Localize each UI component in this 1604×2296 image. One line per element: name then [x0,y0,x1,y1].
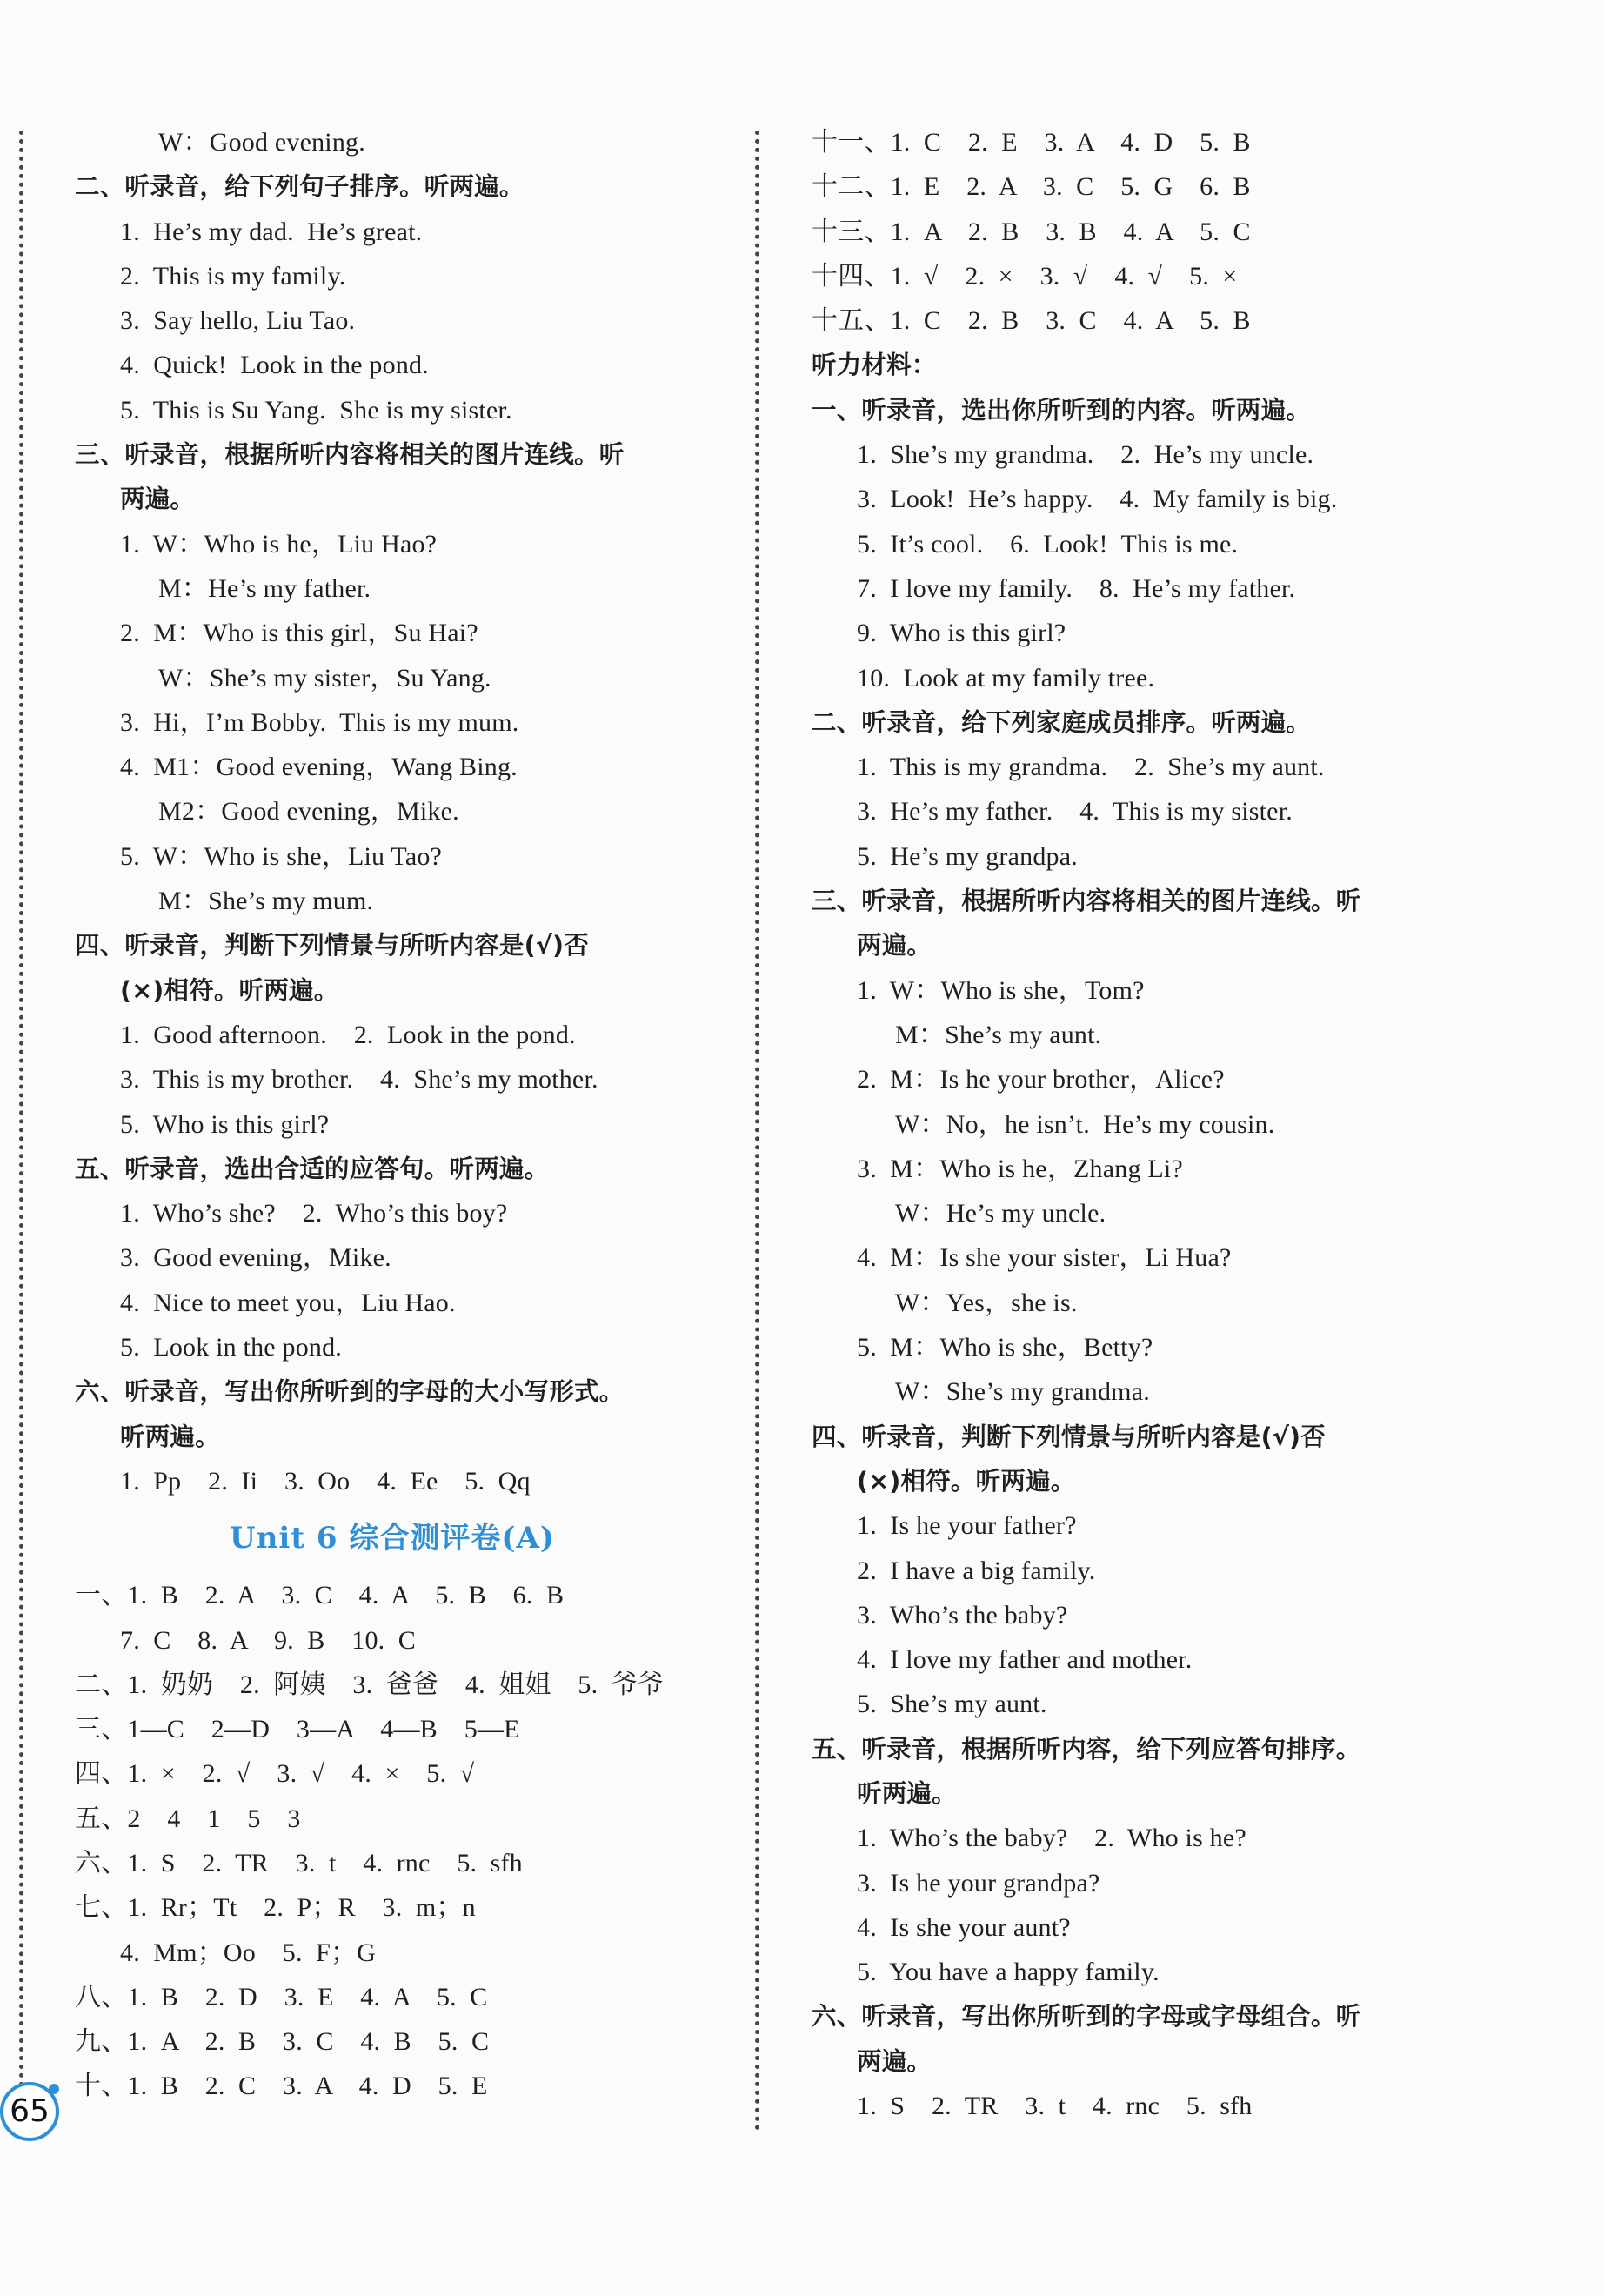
text-line: 3. Who’s the baby? [857,1600,1068,1630]
text-line: M：She’s my mum. [158,887,374,916]
text-line: 十二、1. E 2. A 3. C 5. G 6. B [812,172,1251,202]
text-line: M：He’s my father. [158,573,371,603]
text-line: 2. M：Who is this girl，Su Hai? [120,619,478,648]
section-heading: (×)相符。听两遍。 [857,1466,1076,1496]
section-heading: 五、听录音，根据所听内容，给下列应答句排序。 [812,1734,1361,1764]
text-line: 3. Say hello, Liu Tao. [120,306,356,336]
text-line: 2. I have a big family. [857,1556,1096,1585]
section-heading: 两遍。 [120,485,196,514]
section-heading: 听两遍。 [120,1422,220,1451]
text-line: 4. Quick! Look in the pond. [120,351,429,380]
text-line: 5. W：Who is she，Liu Tao? [120,841,443,871]
section-heading: 五、听录音，选出合适的应答句。听两遍。 [75,1154,550,1183]
text-line: 7. I love my family. 8. He’s my father. [857,573,1296,603]
section-heading: 两遍。 [857,2046,932,2076]
text-line: 3. M：Who is he，Zhang Li? [857,1154,1183,1183]
text-line: 十三、1. A 2. B 3. B 4. A 5. C [812,217,1251,246]
text-line: 4. M1：Good evening，Wang Bing. [120,753,518,782]
text-line: 七、1. Rr；Tt 2. P；R 3. m；n [75,1893,476,1923]
left-column [75,120,710,2109]
text-line: 5. This is Su Yang. She is my sister. [120,395,512,425]
section-heading: 四、听录音，判断下列情景与所听内容是(√)否 [75,931,589,961]
text-line: 九、1. A 2. B 3. C 4. B 5. C [75,2027,490,2057]
section-heading: 三、听录音，根据所听内容将相关的图片连线。听 [75,440,625,470]
text-line: 十五、1. C 2. B 3. C 4. A 5. B [812,306,1251,336]
section-heading: 二、听录音，给下列家庭成员排序。听两遍。 [812,707,1312,737]
text-line: 1. W：Who is she，Tom? [857,975,1145,1005]
text-line: 1. Is he your father? [857,1511,1077,1541]
text-line: 4. I love my father and mother. [857,1645,1193,1675]
text-line: 八、1. B 2. D 3. E 4. A 5. C [75,1982,488,2012]
text-line: 2. M：Is he your brother，Alice? [857,1065,1225,1094]
text-line: 5. He’s my grandpa. [857,841,1078,871]
text-line: 二、1. 奶奶 2. 阿姨 3. 爸爸 4. 姐姐 5. 爷爷 [75,1670,665,1699]
text-line: 3. Look! He’s happy. 4. My family is big. [857,485,1338,514]
section-heading: 六、听录音，写出你所听到的字母的大小写形式。 [75,1377,625,1407]
page-number-dot-icon [49,2084,59,2094]
text-line: 5. Who is this girl? [120,1109,330,1139]
text-line: 4. Mm；Oo 5. F；G [120,1938,377,1967]
text-line: W：He’s my uncle. [895,1199,1106,1228]
text-line: W：She’s my grandma. [895,1377,1150,1407]
text-line: M：She’s my aunt. [895,1020,1102,1049]
text-line: 四、1. × 2. √ 3. √ 4. × 5. √ [75,1759,475,1789]
text-line: 5. You have a happy family. [857,1958,1160,1987]
section-heading: 听两遍。 [857,1778,957,1808]
text-line: 3. Hi，I’m Bobby. This is my mum. [120,707,519,737]
text-line: 9. Who is this girl? [857,619,1066,648]
text-line: 十、1. B 2. C 3. A 4. D 5. E [75,2072,488,2101]
right-column [812,120,1464,2128]
page-number: 65 [0,2082,59,2141]
section-heading: 三、听录音，根据所听内容将相关的图片连线。听 [812,887,1361,916]
text-line: M2：Good evening，Mike. [158,797,459,827]
text-line: 3. He’s my father. 4. This is my sister. [857,797,1293,827]
text-line: 3. Is he your grandpa? [857,1868,1100,1898]
text-line: W：She’s my sister，Su Yang. [158,663,491,693]
unit-title: Unit 6 综合测评卷(A) [230,1521,555,1556]
text-line: 1. He’s my dad. He’s great. [120,217,423,246]
text-line: 4. M：Is she your sister，Li Hua? [857,1243,1232,1273]
text-line: 1. Good afternoon. 2. Look in the pond. [120,1020,576,1049]
text-line: 1. Who’s she? 2. Who’s this boy? [120,1199,508,1228]
text-line: 10. Look at my family tree. [857,663,1155,693]
section-heading: 两遍。 [857,931,932,961]
section-heading: 一、听录音，选出你所听到的内容。听两遍。 [812,395,1312,425]
text-line: 1. She’s my grandma. 2. He’s my uncle. [857,440,1314,470]
text-line: 一、1. B 2. A 3. C 4. A 5. B 6. B [75,1581,565,1610]
text-line: 三、1—C 2—D 3—A 4—B 5—E [75,1715,520,1744]
column-divider-dotted-line [755,131,759,2132]
text-line: 5. Look in the pond. [120,1333,343,1362]
binding-dotted-line-left [19,131,23,2132]
text-line: 2. This is my family. [120,261,346,291]
text-line: 十四、1. √ 2. × 3. √ 4. √ 5. × [812,261,1238,291]
section-heading: 听力材料： [812,351,937,380]
text-line: 十一、1. C 2. E 3. A 4. D 5. B [812,128,1251,157]
text-line: 4. Nice to meet you，Liu Hao. [120,1288,456,1317]
text-line: W：No，he isn’t. He’s my cousin. [895,1109,1275,1139]
text-line: W：Good evening. [158,128,365,157]
text-line: 六、1. S 2. TR 3. t 4. rnc 5. sfh [75,1848,523,1878]
text-line: 1. This is my grandma. 2. She’s my aunt. [857,753,1325,782]
text-line: 5. She’s my aunt. [857,1690,1047,1719]
text-line: 1. Who’s the baby? 2. Who is he? [857,1824,1246,1853]
text-line: 5. M：Who is she，Betty? [857,1333,1153,1362]
text-line: 1. Pp 2. Ii 3. Oo 4. Ee 5. Qq [120,1466,531,1496]
section-heading: (×)相符。听两遍。 [120,975,339,1005]
text-line: 5. It’s cool. 6. Look! This is me. [857,529,1239,559]
text-line: 4. Is she your aunt? [857,1912,1071,1942]
text-line: 7. C 8. A 9. B 10. C [120,1625,416,1655]
text-line: 3. This is my brother. 4. She’s my mother. [120,1065,598,1094]
text-line: 3. Good evening，Mike. [120,1243,391,1273]
text-line: 五、2 4 1 5 3 [75,1804,301,1833]
section-heading: 二、听录音，给下列句子排序。听两遍。 [75,172,525,202]
text-line: 1. S 2. TR 3. t 4. rnc 5. sfh [857,2092,1253,2121]
text-line: 1. W：Who is he，Liu Hao? [120,529,438,559]
text-line: W：Yes，she is. [895,1288,1078,1317]
section-heading: 四、听录音，判断下列情景与所听内容是(√)否 [812,1422,1326,1451]
section-heading: 六、听录音，写出你所听到的字母或字母组合。听 [812,2002,1361,2032]
